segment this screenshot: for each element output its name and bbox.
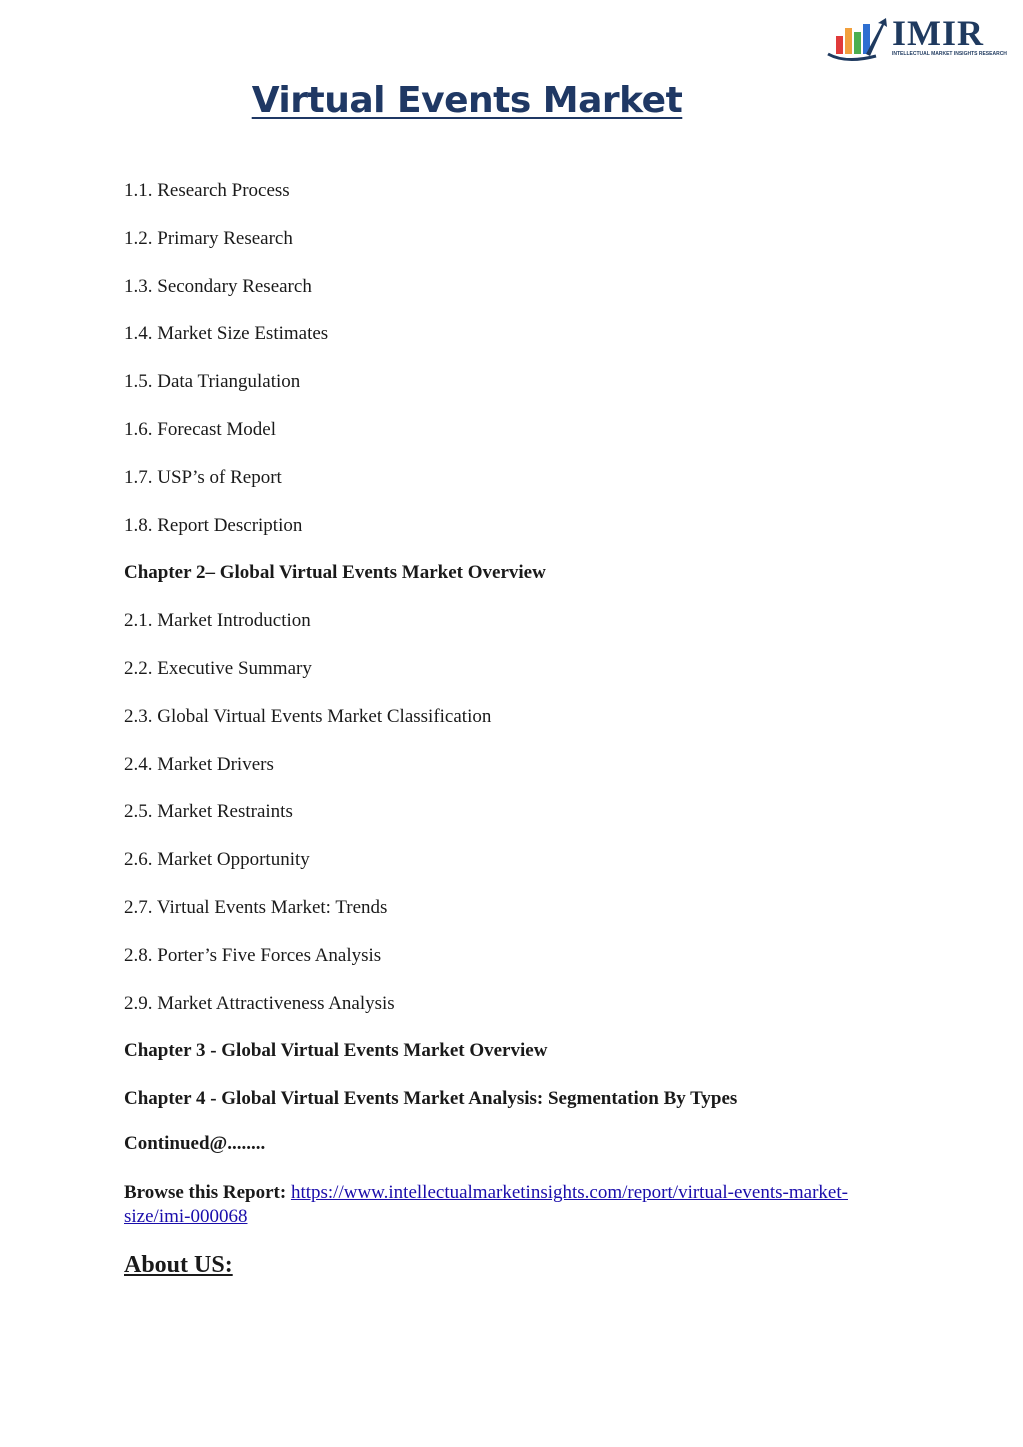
toc-item: 2.8. Porter’s Five Forces Analysis bbox=[124, 944, 382, 966]
report-link[interactable]: https://www.intellectualmarketinsights.com/report/virtual-events-market-size/imi-000068 bbox=[124, 1182, 848, 1227]
table-of-contents bbox=[124, 178, 904, 1134]
toc-item: 1.8. Report Description bbox=[124, 514, 303, 536]
toc-item: 2.6. Market Opportunity bbox=[124, 849, 310, 871]
toc-item: 1.6. Forecast Model bbox=[124, 418, 276, 440]
toc-chapter-heading: Chapter 4 - Global Virtual Events Market Analysis: Segmentation By Types bbox=[124, 1088, 738, 1110]
imir-logo bbox=[826, 13, 1007, 64]
toc-item: 1.1. Research Process bbox=[124, 180, 290, 201]
toc-item: 2.9. Market Attractiveness Analysis bbox=[124, 992, 395, 1014]
browse-label: Browse this Report: bbox=[124, 1182, 287, 1203]
continued-text: Continued@........ bbox=[124, 1133, 266, 1154]
about-us-heading: About US: bbox=[124, 1252, 233, 1278]
toc-chapter-heading: Chapter 2– Global Virtual Events Market Overview bbox=[124, 562, 546, 584]
toc-item: 1.2. Primary Research bbox=[124, 227, 293, 249]
toc-item: 2.4. Market Drivers bbox=[124, 753, 274, 775]
logo-wordmark: IMIR bbox=[892, 13, 984, 53]
browse-report-line bbox=[124, 1181, 864, 1229]
toc-item: 1.7. USP’s of Report bbox=[124, 466, 282, 488]
logo-tagline: INTELLECTUAL MARKET INSIGHTS RESEARCH bbox=[892, 51, 1007, 57]
toc-item: 2.3. Global Virtual Events Market Classification bbox=[124, 705, 492, 727]
page-title: Virtual Events Market bbox=[251, 80, 683, 121]
toc-item: 1.3. Secondary Research bbox=[124, 275, 312, 297]
toc-chapter-heading: Chapter 3 - Global Virtual Events Market Overview bbox=[124, 1040, 548, 1062]
toc-item: 2.5. Market Restraints bbox=[124, 801, 293, 823]
toc-item: 2.1. Market Introduction bbox=[124, 610, 311, 632]
toc-item: 1.5. Data Triangulation bbox=[124, 371, 301, 393]
toc-item: 2.2. Executive Summary bbox=[124, 657, 312, 679]
toc-item: 1.4. Market Size Estimates bbox=[124, 323, 329, 345]
toc-item: 2.7. Virtual Events Market: Trends bbox=[124, 896, 388, 918]
